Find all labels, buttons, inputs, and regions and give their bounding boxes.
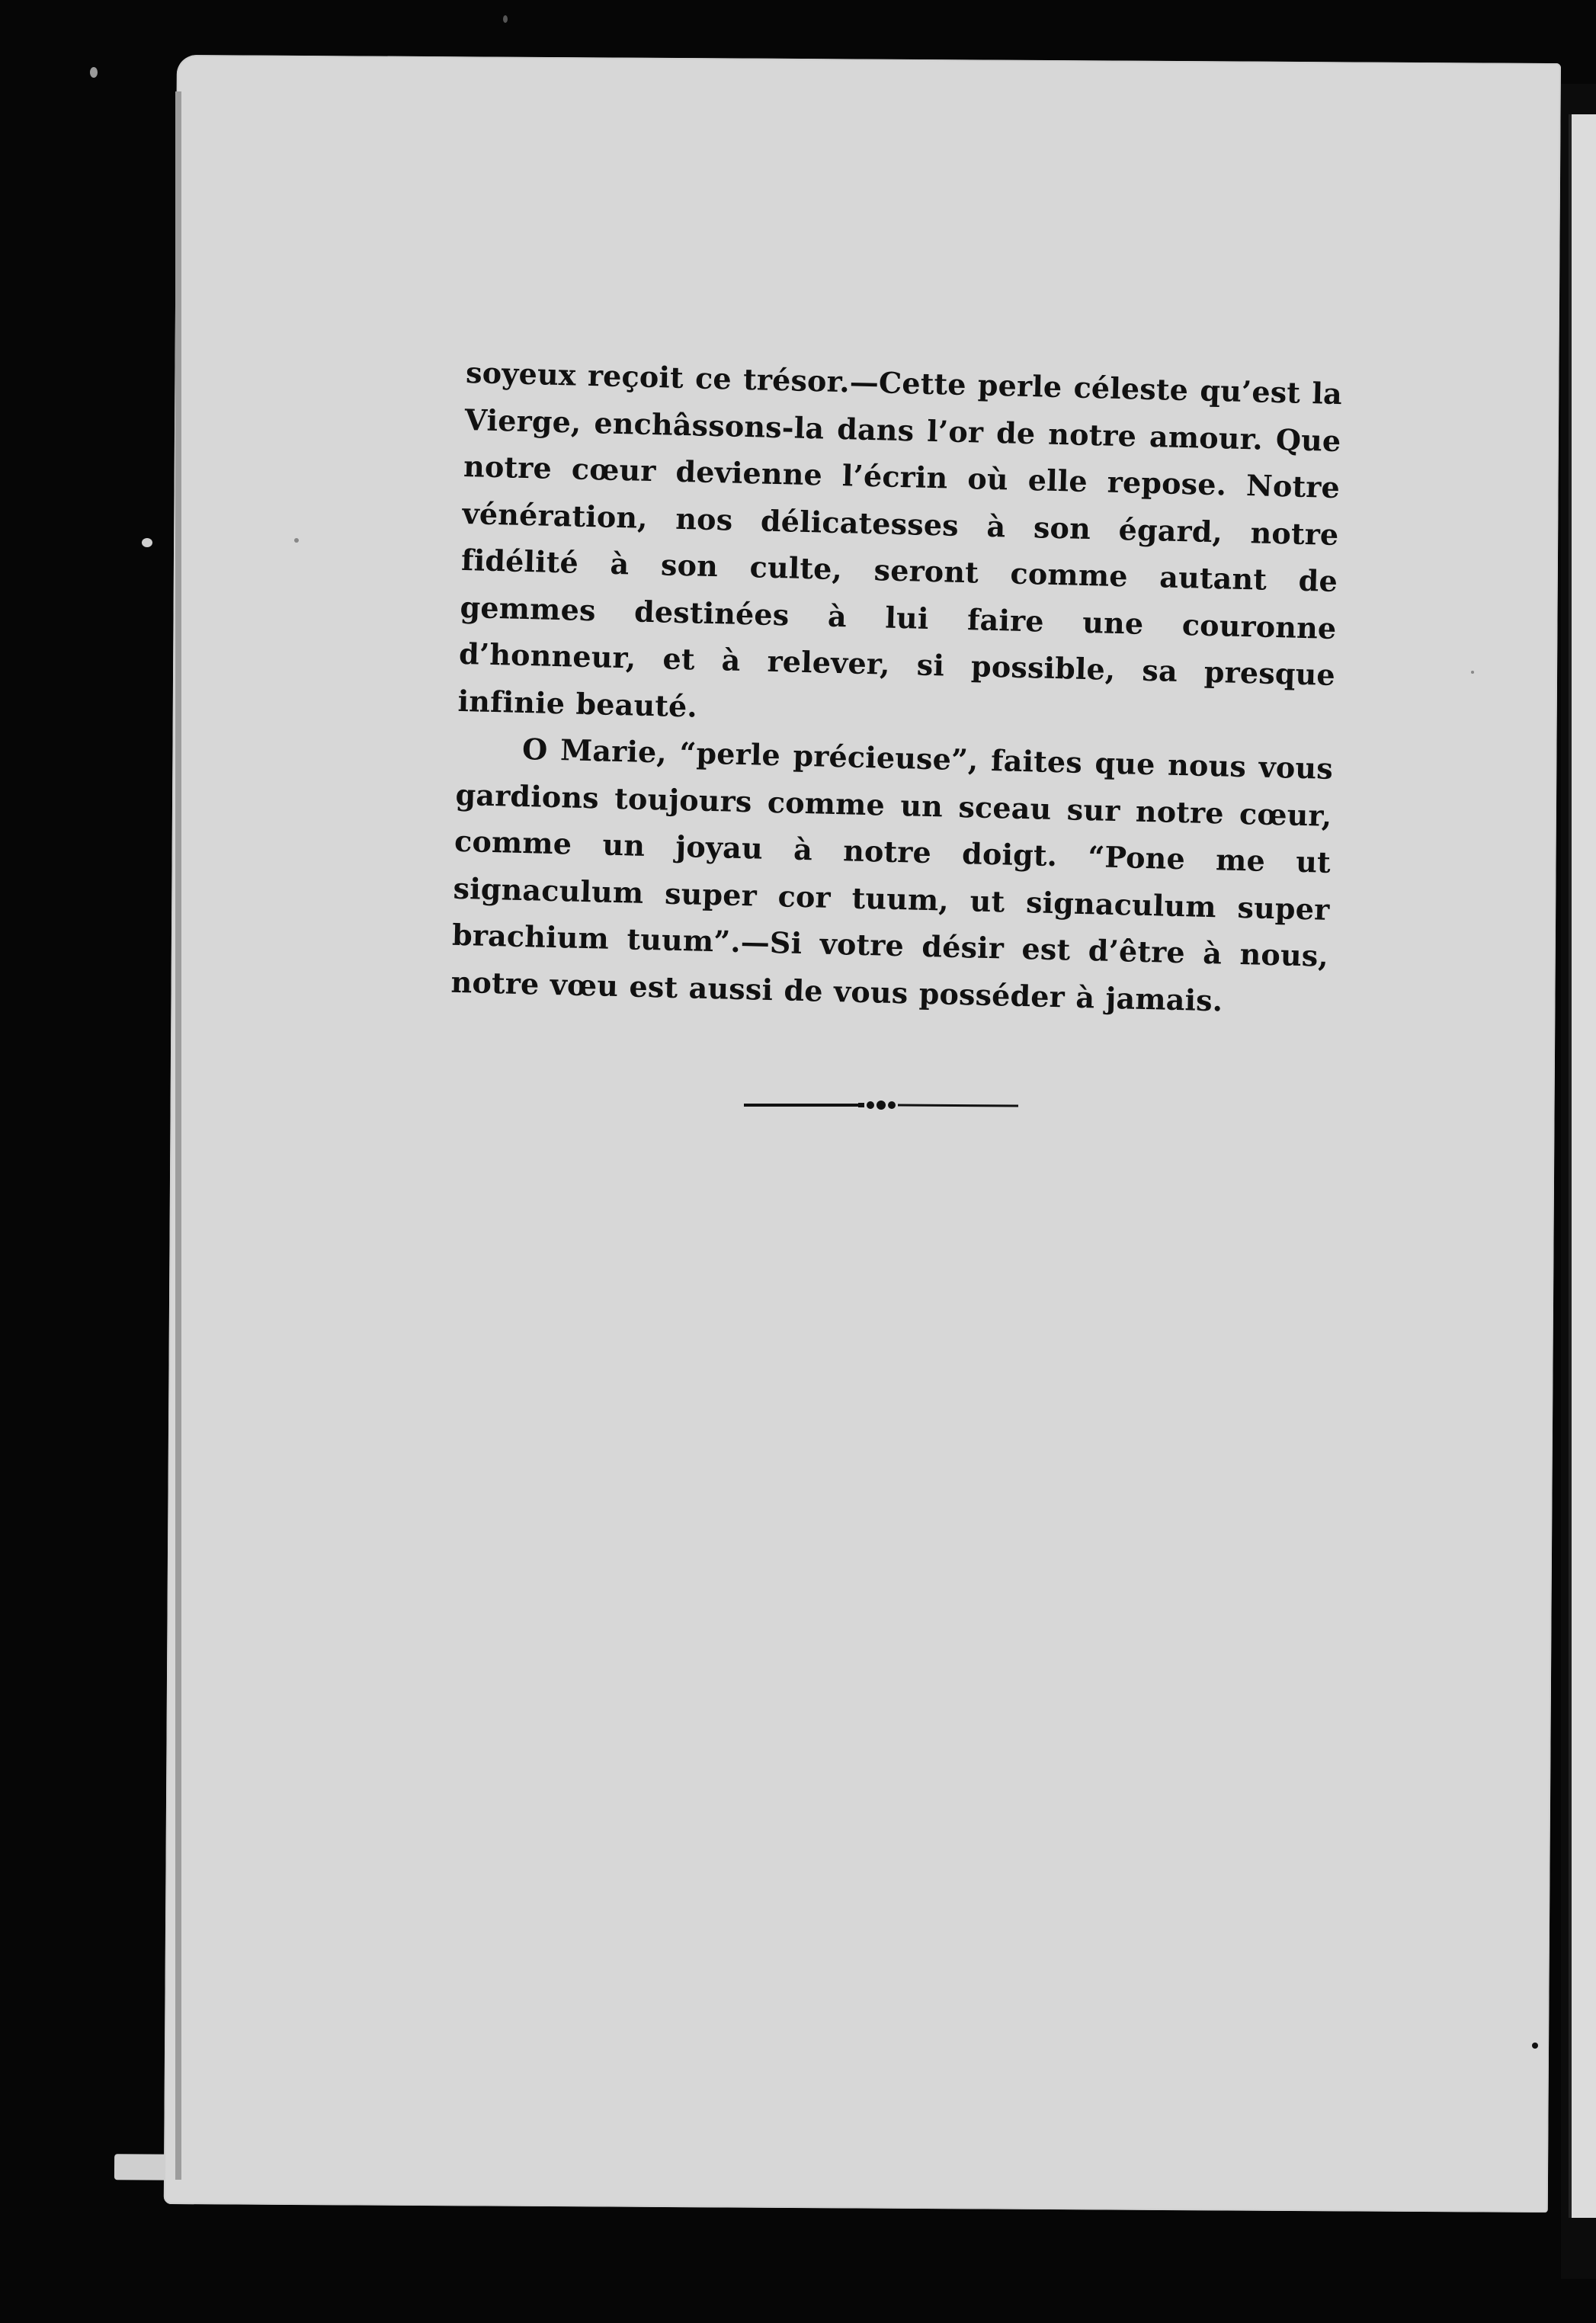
paragraph-1: soyeux reçoit ce trésor.—Cette perle céleste qu’est la Vierge, enchâssons-la dans l’or de notre amour. Que notre cœur devienne l’écrin où elle repose. Notre vénération, nos délicatesses à son égard, notre fidélité à son culte, seront comme autant de gemmes destinées à lui faire une couronne d’honneur, et à relever, si possible, sa presque infinie beauté.: [457, 354, 1343, 724]
facing-page-strip: [1569, 114, 1596, 2218]
paragraph-2: O Marie, “perle précieuse”, faites que nous vous gardions toujours comme un sceau sur notre cœur, comme un joyau à notre doigt. “Pone me ut signaculum super cor tuum, ut signaculum super brachium tuum”.—Si votre désir est d’être à nous, notre vœu est aussi de vous posséder à jamais.: [450, 731, 1334, 1017]
page-left-edge: [175, 91, 181, 2180]
body-text: [450, 349, 1343, 1027]
tailpiece-ornament-icon: [744, 1097, 1018, 1113]
facing-page-edge: [1561, 84, 1596, 2279]
